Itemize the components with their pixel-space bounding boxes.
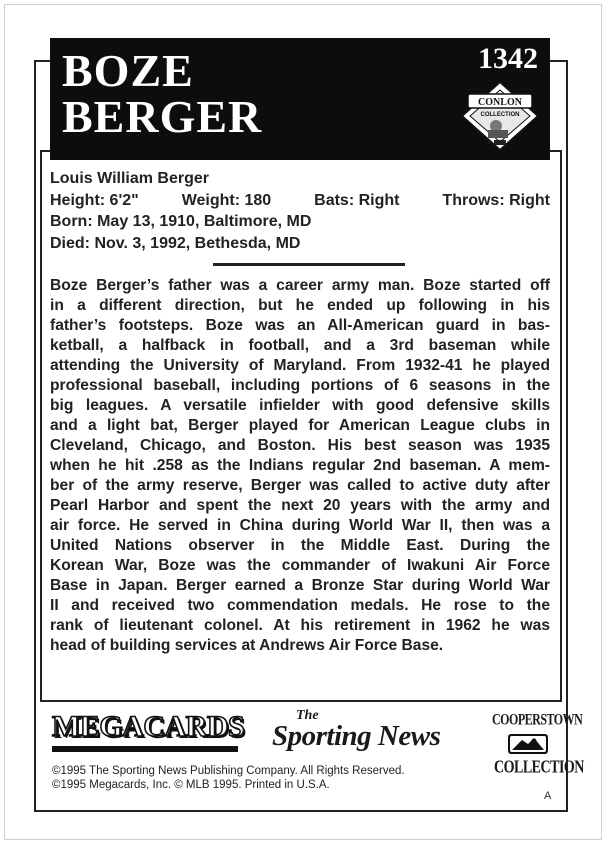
story-line: head of building services at Andrews Air Force Base. bbox=[50, 637, 444, 654]
player-name-line2: BERGER bbox=[62, 91, 263, 142]
story-line: Korean War, Boze was the commander of Iwakuni Air Force bbox=[50, 557, 550, 574]
story-line: Pearl Harbor and spent the next 20 years with the army and bbox=[50, 497, 550, 514]
born: Born: May 13, 1910, Baltimore, MD bbox=[50, 213, 312, 230]
copyright-line2: ©1995 Megacards, Inc. © MLB 1995. Printed in U.S.A. bbox=[52, 779, 330, 791]
story-line: II and received two commendation medals. He rose to the bbox=[50, 597, 550, 614]
collection-label: COLLECTION bbox=[494, 758, 584, 778]
card-number: 1342 bbox=[478, 42, 538, 75]
full-name: Louis William Berger bbox=[50, 170, 209, 187]
story-line: professional baseball, including portions of 6 seasons in the bbox=[50, 377, 550, 394]
megacards-logo: MEGACARDS bbox=[52, 710, 245, 743]
svg-text:CONLON: CONLON bbox=[478, 97, 522, 108]
story-line: air force. He served in China during World War II, then was a bbox=[50, 517, 550, 534]
story-line: in a different direction, but he ended up following in his bbox=[50, 297, 550, 314]
story-line: rank of lieutenant colonel. At his retirement in 1962 he was bbox=[50, 617, 550, 634]
stats-row bbox=[50, 190, 550, 212]
story-line: Cleveland, Chicago, and Boston. His best season was 1935 bbox=[50, 437, 550, 454]
height: Height: 6'2" bbox=[50, 191, 139, 209]
copyright bbox=[52, 764, 405, 792]
throws: Throws: Right bbox=[442, 191, 550, 209]
megacards-underline bbox=[52, 746, 238, 752]
story-line: when he hit .258 as the Indians regular 2nd baseman. A mem- bbox=[50, 457, 550, 474]
player-name bbox=[62, 45, 263, 142]
story-line: United Nations observer in the Middle East. During the bbox=[50, 537, 550, 554]
bio-info bbox=[50, 168, 550, 254]
mlb-logo-icon bbox=[508, 734, 548, 754]
divider bbox=[213, 263, 405, 266]
name-header bbox=[50, 38, 550, 160]
story-line: attending the University of Maryland. From 1932-41 he played bbox=[50, 357, 550, 374]
conlon-collection-badge-icon bbox=[458, 78, 542, 152]
biography-text bbox=[50, 276, 550, 656]
sporting-news-logo: Sporting News bbox=[272, 720, 441, 752]
story-line: ketball, a halfback in football, and a 3rd baseman while bbox=[50, 337, 550, 354]
copyright-line1: ©1995 The Sporting News Publishing Company. All Rights Reserved. bbox=[52, 765, 405, 777]
bats: Bats: Right bbox=[314, 191, 400, 209]
cooperstown-label: COOPERSTOWN bbox=[492, 710, 583, 729]
story-line: Base in Japan. Berger earned a Bronze Star during World War bbox=[50, 577, 550, 594]
weight: Weight: 180 bbox=[181, 191, 272, 209]
story-line: big leagues. A versatile infielder with good defensive skills bbox=[50, 397, 550, 414]
card-series-letter: A bbox=[544, 790, 552, 802]
player-name-line1: BOZE bbox=[62, 45, 194, 96]
svg-text:COLLECTION: COLLECTION bbox=[480, 112, 520, 118]
story-line: and a light bat, Berger played for American League clubs in bbox=[50, 417, 550, 434]
died: Died: Nov. 3, 1992, Bethesda, MD bbox=[50, 234, 301, 252]
sporting-news-the: The bbox=[296, 708, 319, 723]
story-line: father’s footsteps. Boze was an All-American guard in bas- bbox=[50, 317, 550, 334]
story-line: ber of the army reserve, Berger was called to active duty after bbox=[50, 477, 550, 494]
story-line: Boze Berger’s father was a career army man. Boze started off bbox=[50, 277, 550, 294]
